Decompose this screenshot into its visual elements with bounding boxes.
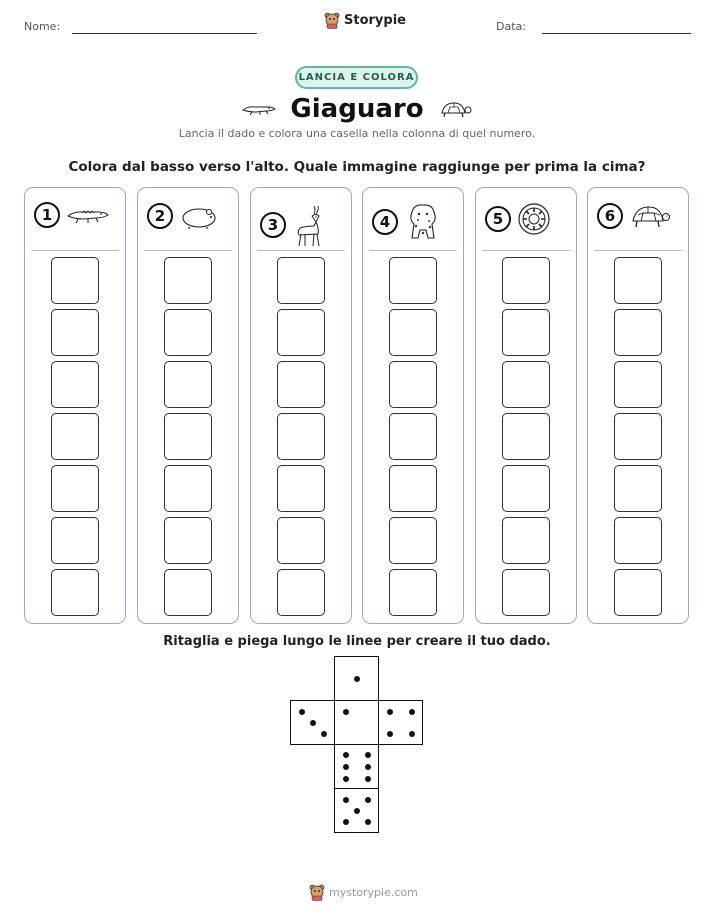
color-cell[interactable] bbox=[502, 413, 550, 460]
die-face-top bbox=[334, 656, 379, 701]
color-cell[interactable] bbox=[51, 569, 99, 616]
color-cell[interactable] bbox=[502, 465, 550, 512]
die-pip bbox=[409, 731, 415, 737]
column-2 bbox=[137, 187, 239, 624]
color-cell[interactable] bbox=[614, 309, 662, 356]
color-cell[interactable] bbox=[502, 257, 550, 304]
die-face-left bbox=[290, 700, 335, 745]
color-cell[interactable] bbox=[164, 361, 212, 408]
brand-logo bbox=[324, 12, 406, 29]
color-cell[interactable] bbox=[502, 361, 550, 408]
name-line bbox=[72, 33, 257, 34]
crocodile-icon bbox=[66, 204, 110, 226]
die-face-center bbox=[334, 700, 379, 745]
color-cell[interactable] bbox=[389, 465, 437, 512]
color-cell[interactable] bbox=[51, 361, 99, 408]
cut-instruction: Ritaglia e piega lungo le linee per creare il tuo dado. bbox=[163, 634, 551, 649]
column-divider bbox=[594, 250, 682, 251]
die-face-bottom bbox=[334, 744, 379, 789]
column-number: 3 bbox=[260, 212, 286, 238]
color-cell[interactable] bbox=[277, 569, 325, 616]
color-cell[interactable] bbox=[51, 465, 99, 512]
die-pip bbox=[387, 709, 393, 715]
turtle-icon bbox=[629, 202, 671, 230]
column-number: 2 bbox=[147, 203, 173, 229]
footer-url[interactable]: mystorypie.com bbox=[329, 886, 418, 899]
die-pip bbox=[365, 764, 371, 770]
die-pip bbox=[365, 752, 371, 758]
die-pip bbox=[354, 676, 360, 682]
column-5 bbox=[475, 187, 577, 624]
color-cell[interactable] bbox=[164, 517, 212, 564]
color-cell[interactable] bbox=[502, 517, 550, 564]
color-cell[interactable] bbox=[614, 517, 662, 564]
column-number: 6 bbox=[597, 203, 623, 229]
page-title: Giaguaro bbox=[290, 94, 424, 124]
color-cell[interactable] bbox=[389, 257, 437, 304]
subtitle: Lancia il dado e colora una casella nella colonna di quel numero. bbox=[178, 127, 536, 140]
activity-badge: LANCIA E COLORA bbox=[295, 66, 418, 89]
die-pip bbox=[365, 776, 371, 782]
die-pip bbox=[310, 720, 316, 726]
column-header bbox=[260, 202, 326, 248]
turtle-icon bbox=[438, 99, 472, 119]
color-cell[interactable] bbox=[614, 257, 662, 304]
color-cell[interactable] bbox=[277, 465, 325, 512]
column-1 bbox=[24, 187, 126, 624]
ring-icon bbox=[517, 202, 551, 236]
color-cell[interactable] bbox=[164, 413, 212, 460]
color-cell[interactable] bbox=[389, 309, 437, 356]
column-divider bbox=[369, 250, 457, 251]
bear-mascot-icon bbox=[309, 884, 325, 901]
date-line bbox=[542, 33, 691, 34]
color-cell[interactable] bbox=[164, 465, 212, 512]
color-cell[interactable] bbox=[51, 413, 99, 460]
die-pip bbox=[299, 709, 305, 715]
color-cell[interactable] bbox=[277, 309, 325, 356]
column-divider bbox=[482, 250, 570, 251]
instruction: Colora dal basso verso l'alto. Quale immagine raggiunge per prima la cima? bbox=[68, 159, 646, 175]
color-cell[interactable] bbox=[164, 569, 212, 616]
die-pip bbox=[365, 819, 371, 825]
column-header bbox=[372, 202, 442, 242]
die-pip bbox=[354, 808, 360, 814]
color-cell[interactable] bbox=[51, 309, 99, 356]
color-cell[interactable] bbox=[389, 569, 437, 616]
die-pip bbox=[343, 776, 349, 782]
column-divider bbox=[144, 250, 232, 251]
column-3 bbox=[250, 187, 352, 624]
color-cell[interactable] bbox=[51, 257, 99, 304]
brand-name: Storypie bbox=[344, 13, 406, 28]
die-pip bbox=[321, 731, 327, 737]
color-cell[interactable] bbox=[389, 413, 437, 460]
title-row bbox=[0, 94, 714, 124]
guinea-pig-icon bbox=[179, 202, 219, 230]
die-face-base bbox=[334, 788, 379, 833]
die-pip bbox=[343, 797, 349, 803]
die-pip bbox=[343, 764, 349, 770]
column-number: 5 bbox=[485, 206, 511, 232]
column-4 bbox=[362, 187, 464, 624]
column-6 bbox=[587, 187, 689, 624]
column-header bbox=[485, 202, 551, 236]
footer bbox=[309, 884, 418, 901]
bear-mascot-icon bbox=[324, 12, 340, 29]
die-pip bbox=[343, 752, 349, 758]
color-cell[interactable] bbox=[389, 361, 437, 408]
color-cell[interactable] bbox=[614, 569, 662, 616]
color-cell[interactable] bbox=[502, 309, 550, 356]
die-pip bbox=[343, 819, 349, 825]
column-header bbox=[597, 202, 671, 230]
color-cell[interactable] bbox=[389, 517, 437, 564]
name-label: Nome: bbox=[24, 20, 61, 33]
die-pip bbox=[365, 797, 371, 803]
die-pip bbox=[387, 731, 393, 737]
color-cell[interactable] bbox=[51, 517, 99, 564]
color-cell[interactable] bbox=[614, 465, 662, 512]
color-cell[interactable] bbox=[277, 413, 325, 460]
color-cell[interactable] bbox=[164, 257, 212, 304]
die-pip bbox=[343, 709, 349, 715]
column-number: 4 bbox=[372, 209, 398, 235]
column-header bbox=[34, 202, 110, 228]
color-cell[interactable] bbox=[277, 517, 325, 564]
column-divider bbox=[31, 250, 119, 251]
color-cell[interactable] bbox=[277, 361, 325, 408]
color-cell[interactable] bbox=[502, 569, 550, 616]
die-face-right bbox=[378, 700, 423, 745]
deer-icon bbox=[292, 202, 326, 248]
color-cell[interactable] bbox=[614, 361, 662, 408]
die-pip bbox=[409, 709, 415, 715]
column-number: 1 bbox=[34, 202, 60, 228]
crocodile-icon bbox=[242, 102, 276, 116]
date-label: Data: bbox=[496, 20, 526, 33]
column-header bbox=[147, 202, 219, 230]
color-cell[interactable] bbox=[277, 257, 325, 304]
color-cell[interactable] bbox=[614, 413, 662, 460]
color-cell[interactable] bbox=[164, 309, 212, 356]
jaguar-icon bbox=[404, 202, 442, 242]
column-divider bbox=[257, 250, 345, 251]
